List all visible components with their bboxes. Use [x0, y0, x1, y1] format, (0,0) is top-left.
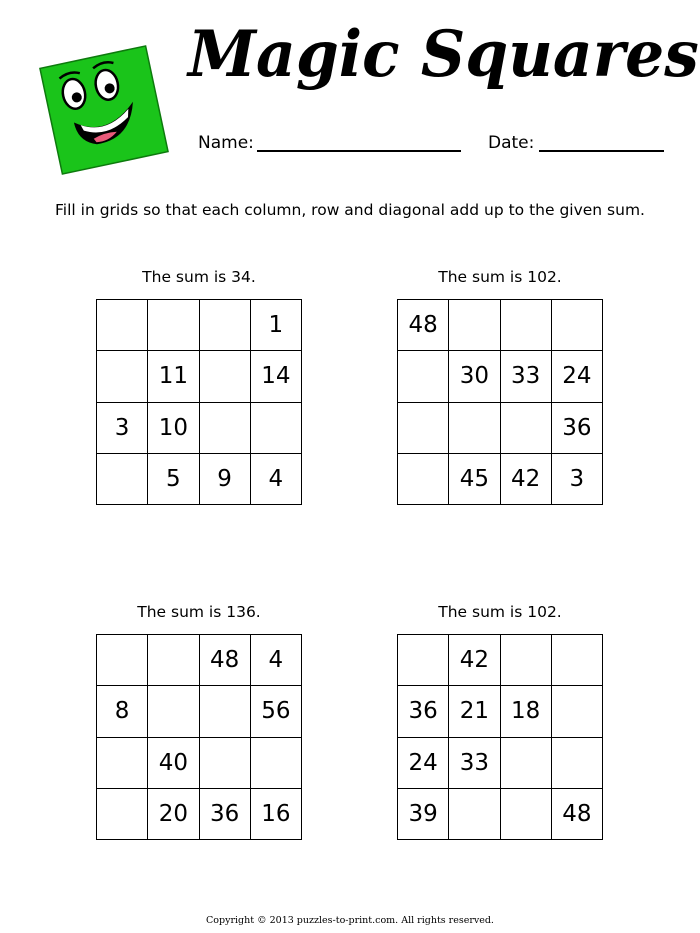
given-number-cell: 4	[251, 454, 302, 505]
date-label: Date:	[488, 133, 535, 153]
given-number-cell: 42	[449, 635, 500, 686]
puzzle-caption: The sum is 136.	[137, 603, 261, 621]
given-number-cell: 36	[200, 789, 251, 840]
given-number-cell: 36	[552, 403, 603, 454]
empty-cell[interactable]	[200, 351, 251, 402]
empty-cell[interactable]	[552, 738, 603, 789]
empty-cell[interactable]	[398, 635, 449, 686]
empty-cell[interactable]	[97, 351, 148, 402]
name-label: Name:	[198, 133, 254, 153]
empty-cell[interactable]	[449, 300, 500, 351]
puzzle-grid	[96, 634, 302, 840]
given-number-cell: 36	[398, 686, 449, 737]
puzzle-caption: The sum is 102.	[438, 268, 562, 286]
empty-cell[interactable]	[251, 738, 302, 789]
empty-cell[interactable]	[501, 789, 552, 840]
empty-cell[interactable]	[449, 403, 500, 454]
empty-cell[interactable]	[97, 738, 148, 789]
empty-cell[interactable]	[501, 738, 552, 789]
date-field[interactable]	[539, 150, 664, 152]
given-number-cell: 16	[251, 789, 302, 840]
empty-cell[interactable]	[148, 686, 199, 737]
empty-cell[interactable]	[552, 635, 603, 686]
given-number-cell: 4	[251, 635, 302, 686]
puzzle-caption: The sum is 102.	[438, 603, 562, 621]
given-number-cell: 56	[251, 686, 302, 737]
given-number-cell: 48	[200, 635, 251, 686]
empty-cell[interactable]	[552, 686, 603, 737]
smiling-green-square-icon	[36, 42, 172, 178]
empty-cell[interactable]	[251, 403, 302, 454]
empty-cell[interactable]	[148, 635, 199, 686]
empty-cell[interactable]	[148, 300, 199, 351]
empty-cell[interactable]	[97, 789, 148, 840]
given-number-cell: 33	[501, 351, 552, 402]
given-number-cell: 33	[449, 738, 500, 789]
given-number-cell: 3	[97, 403, 148, 454]
copyright-footer: Copyright © 2013 puzzles-to-print.com. All rights reserved.	[206, 915, 494, 926]
empty-cell[interactable]	[501, 635, 552, 686]
page-title: Magic Squares	[188, 17, 699, 92]
name-field[interactable]	[257, 150, 461, 152]
instructions-text: Fill in grids so that each column, row and diagonal add up to the given sum.	[55, 201, 645, 219]
given-number-cell: 3	[552, 454, 603, 505]
given-number-cell: 5	[148, 454, 199, 505]
given-number-cell: 40	[148, 738, 199, 789]
puzzle-grid	[397, 634, 603, 840]
empty-cell[interactable]	[501, 300, 552, 351]
empty-cell[interactable]	[97, 454, 148, 505]
empty-cell[interactable]	[552, 300, 603, 351]
given-number-cell: 14	[251, 351, 302, 402]
empty-cell[interactable]	[200, 403, 251, 454]
given-number-cell: 21	[449, 686, 500, 737]
given-number-cell: 24	[552, 351, 603, 402]
empty-cell[interactable]	[398, 454, 449, 505]
empty-cell[interactable]	[398, 403, 449, 454]
given-number-cell: 48	[398, 300, 449, 351]
given-number-cell: 11	[148, 351, 199, 402]
empty-cell[interactable]	[449, 789, 500, 840]
given-number-cell: 9	[200, 454, 251, 505]
empty-cell[interactable]	[97, 300, 148, 351]
given-number-cell: 10	[148, 403, 199, 454]
puzzle-grid	[397, 299, 603, 505]
empty-cell[interactable]	[200, 300, 251, 351]
given-number-cell: 18	[501, 686, 552, 737]
empty-cell[interactable]	[398, 351, 449, 402]
puzzle-grid	[96, 299, 302, 505]
given-number-cell: 24	[398, 738, 449, 789]
puzzle-caption: The sum is 34.	[142, 268, 256, 286]
given-number-cell: 42	[501, 454, 552, 505]
empty-cell[interactable]	[200, 686, 251, 737]
given-number-cell: 39	[398, 789, 449, 840]
given-number-cell: 1	[251, 300, 302, 351]
empty-cell[interactable]	[97, 635, 148, 686]
given-number-cell: 45	[449, 454, 500, 505]
given-number-cell: 30	[449, 351, 500, 402]
given-number-cell: 20	[148, 789, 199, 840]
empty-cell[interactable]	[200, 738, 251, 789]
given-number-cell: 48	[552, 789, 603, 840]
given-number-cell: 8	[97, 686, 148, 737]
empty-cell[interactable]	[501, 403, 552, 454]
